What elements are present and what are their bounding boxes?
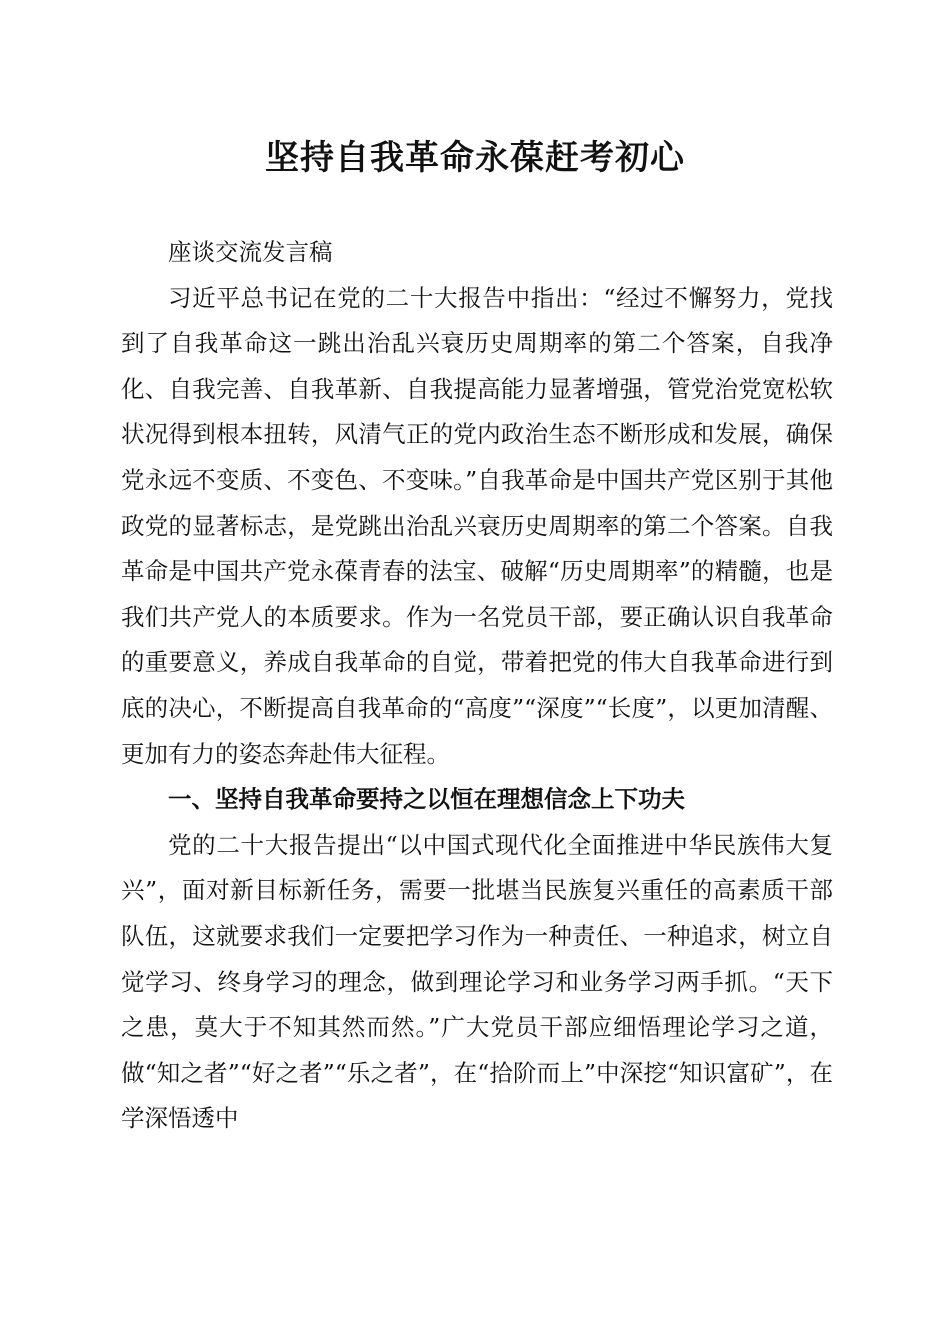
document-body (121, 230, 833, 1142)
document-title: 坚持自我革命永葆赶考初心 (265, 138, 685, 178)
intro-paragraph: 习近平总书记在党的二十大报告中指出：“经过不懈努力，党找到了自我革命这一跳出治乱兴衰历史周期率的第二个答案，自我净化、自我完善、自我革新、自我提高能力显著增强，管党治党宽松软状况得到根本扭转，风清气正的党内政治生态不断形成和发展，确保党永远不变质、不变色、不变味。”自我革命是中国共产党区别于其他政党的显著标志，是党跳出治乱兴衰历史周期率的第二个答案。自我革命是中国共产党永葆青春的法宝、破解“历史周期率”的精髓，也是我们共产党人的本质要求。作为一名党员干部，要正确认识自我革命的重要意义，养成自我革命的自觉，带着把党的伟大自我革命进行到底的决心，不断提高自我革命的“高度”“深度”“长度”，以更加清醒、更加有力的姿态奔赴伟大征程。 (121, 283, 833, 768)
section-heading: 一、坚持自我革命要持之以恒在理想信念上下功夫 (168, 785, 685, 814)
document-subtitle: 座谈交流发言稿 (168, 238, 333, 266)
section-paragraph: 党的二十大报告提出“以中国式现代化全面推进中华民族伟大复兴”，面对新目标新任务，需要一批堪当民族复兴重任的高素质干部队伍，这就要求我们一定要把学习作为一种责任、一种追求，树立自觉学习、终身学习的理念，做到理论学习和业务学习两手抓。“天下之患，莫大于不知其然而然。”广大党员干部应细悟理论学习之道，做“知之者”“好之者”“乐之者”，在“拾阶而上”中深挖“知识富矿”，在学深悟透中 (121, 830, 833, 1133)
